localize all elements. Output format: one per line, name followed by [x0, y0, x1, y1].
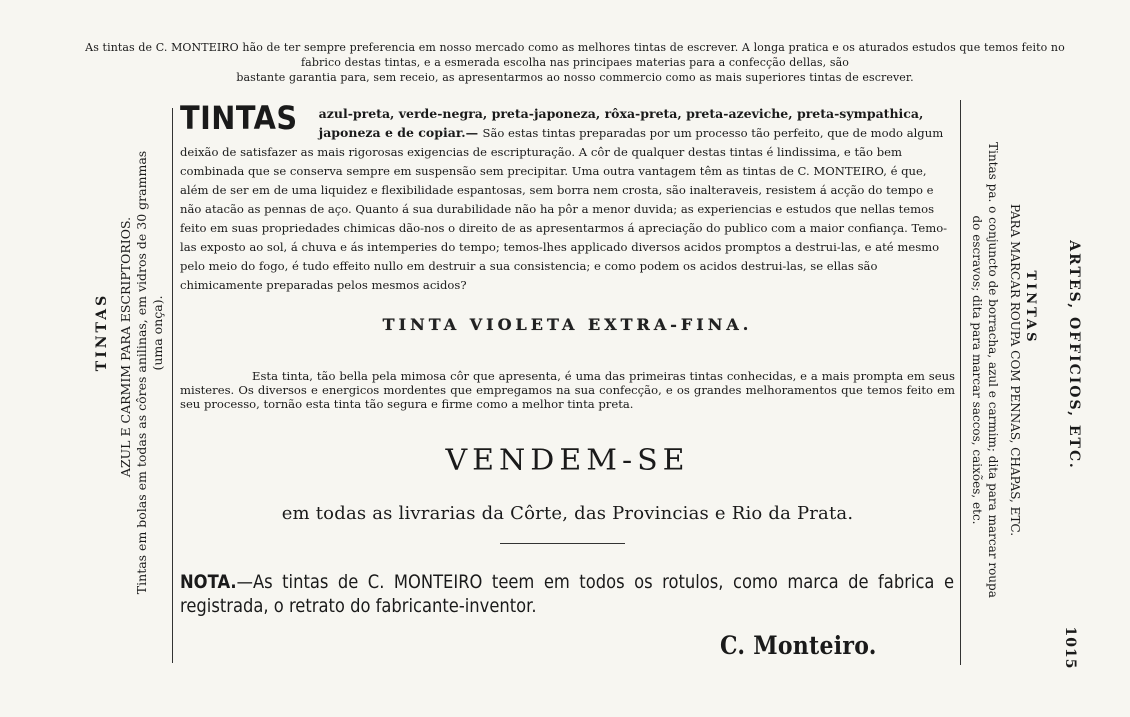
- violeta-description: Esta tinta, tão bella pela mimosa côr que apresenta, é uma das primeiras tintas conhecidas, e a mais prompta em seus misteres. Os diversos e energicos mordentes que empregamos na sua confecção, e os grandes melhoramentos que temos feito em seu processo, tornão esta tinta tão segura e firme como a melhor tinta preta.: [180, 369, 955, 411]
- right-line-2: do escravos; dita para marcar saccos, caixões, etc.: [970, 215, 984, 525]
- divider: [500, 543, 625, 544]
- left-line-1: AZUL E CARMIM PARA ESCRIPTORIOS.: [118, 216, 133, 478]
- right-title: TINTAS: [1023, 270, 1038, 345]
- violeta-title: TINTA VIOLETA EXTRA-FINA.: [382, 315, 753, 334]
- main-advertisement: [180, 99, 955, 660]
- right-line-1: Tintas pa. o conjuncto de borracha, azul e carmim; dita para marcar roupa: [986, 142, 1000, 598]
- left-title: TINTAS: [94, 292, 110, 372]
- header-line-2: bastante garantia para, sem receio, as apresentarmos ao nosso commercio como as mais superiores tintas de escrever.: [236, 71, 914, 84]
- livrarias-line: em todas as livrarias da Côrte, das Provincias e Rio da Prata.: [281, 503, 854, 524]
- nota-text: —As tintas de C. MONTEIRO teem em todos os rotulos, como marca de fabrica e registrada, o retrato do fabricante-inventor.: [180, 571, 954, 617]
- tintas-description: São estas tintas preparadas por um processo tão perfeito, que de modo algum deixão de satisfazer as mais rigorosas exigencias de escripturação. A côr de qualquer destas tintas é lindissima, e tão bem combinada que se conserva sempre em suspensão sem precipitar. Uma outra vantagem têm as tintas de C. MONTEIRO, é que, além de ser em de uma liquidez e flexibilidade espantosas, sem borra nem crosta, são inalteraveis, resistem á acção do tempo e não atacão as pennas de aço. Quanto á sua durabilidade não ha pôr a menor duvida; as experiencias e estudos que nellas temos feito em suas propriedades chimicas dão-nos o direito de as apresentarmos á apreciação do publico com a maior confiança. Temo-las exposto ao sol, á chuva e ás intemperies do tempo; temos-lhes applicado diversos acidos promptos a destrui-las, e até mesmo pelo meio do fogo, é tudo effeito nullo em destruir a sua consistencia; e como podem os acidos destrui-las, se ellas são chimicamente preparadas pelos mesmos acidos?: [180, 126, 948, 292]
- vendem-se-heading: VENDEM-SE: [445, 443, 690, 478]
- right-border-rule: [960, 100, 961, 665]
- signature: C. Monteiro.: [720, 631, 877, 660]
- tintas-section: [180, 99, 955, 293]
- right-outer-heading: ARTES, OFFICIOS, ETC.: [1066, 240, 1082, 470]
- page-number: 1015: [1062, 626, 1078, 670]
- nota-label: NOTA.: [180, 571, 237, 593]
- left-line-3: (uma onça).: [150, 295, 165, 371]
- header-line-1: As tintas de C. MONTEIRO hão de ter sempre preferencia em nosso mercado como as melhores tintas de escrever. A longa pratica e os aturados estudos que temos feito no fabrico destas tintas, e a esmerada escolha nas principaes materias para a confecção dellas, são: [85, 41, 1065, 69]
- tintas-title: TINTAS: [180, 99, 298, 137]
- header-paragraph: [80, 40, 1070, 85]
- left-line-2: Tintas em bolas em todas as côres anilinas, em vidros de 30 grammas: [134, 150, 149, 595]
- tintas-colors: azul-preta, verde-negra, preta-japoneza, rôxa-preta, preta-azeviche, preta-sympathica, japoneza e de copiar.—: [318, 106, 924, 140]
- nota-paragraph: [180, 570, 954, 618]
- left-border-rule: [172, 108, 173, 663]
- right-line-3: PARA MARCAR ROUPA COM PENNAS, CHAPAS, ETC.: [1008, 203, 1022, 537]
